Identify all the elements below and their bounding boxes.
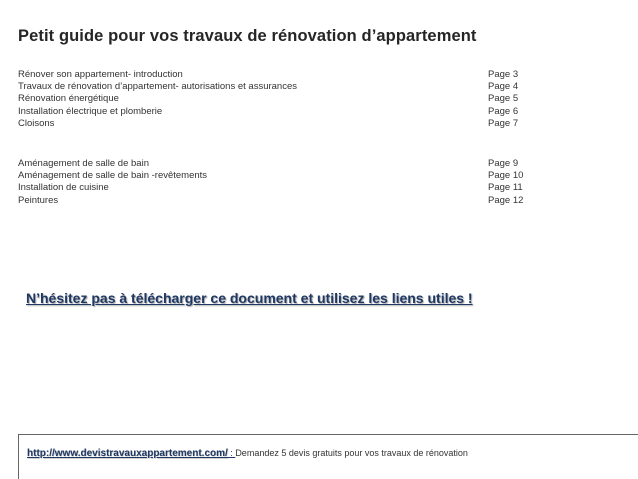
toc-row[interactable] (18, 170, 528, 182)
table-of-contents-section-1 (18, 69, 528, 130)
footer (27, 448, 468, 459)
toc-entry-label: Installation électrique et plomberie (18, 105, 163, 117)
toc-entry-label: Aménagement de salle de bain (18, 158, 149, 169)
toc-entry-label: Rénovation énergétique (18, 93, 119, 105)
toc-entry-label: Travaux de rénovation d’appartement- autorisations et assurances (18, 81, 297, 93)
toc-entry-label: Installation de cuisine (18, 182, 109, 194)
toc-page-number: Page 5 (488, 93, 519, 105)
toc-row[interactable] (18, 69, 528, 81)
toc-row[interactable] (18, 93, 528, 105)
toc-row[interactable] (18, 182, 528, 194)
toc-row[interactable] (18, 81, 528, 93)
footer-divider-vertical (18, 434, 19, 479)
toc-row[interactable] (18, 195, 528, 207)
toc-row[interactable] (18, 118, 528, 130)
toc-entry-label: Aménagement de salle de bain -revêtements (18, 170, 208, 182)
document-title: Petit guide pour vos travaux de rénovation d’appartement (18, 27, 477, 45)
footer-text: Demandez 5 devis gratuits pour vos travaux de rénovation (235, 448, 468, 458)
website-link[interactable]: http://www.devistravauxappartement.com/ (27, 448, 228, 459)
toc-entry-label: Peintures (18, 194, 59, 206)
toc-page-number: Page 4 (488, 81, 519, 93)
toc-entry-label: Cloisons (18, 117, 55, 129)
toc-entry-label: Rénover son appartement- introduction (18, 69, 183, 80)
toc-page-number: Page 6 (488, 105, 519, 117)
table-of-contents-section-2 (18, 158, 528, 207)
toc-page-number: Page 3 (488, 69, 519, 80)
toc-row[interactable] (18, 158, 528, 170)
toc-page-number: Page 7 (488, 117, 519, 129)
toc-page-number: Page 12 (488, 194, 524, 206)
toc-row[interactable] (18, 106, 528, 118)
toc-page-number: Page 9 (488, 158, 519, 169)
toc-page-number: Page 11 (488, 182, 523, 194)
footer-separator: : (227, 448, 236, 458)
toc-page-number: Page 10 (488, 170, 524, 182)
footer-divider (18, 434, 638, 435)
download-call-to-action-link[interactable]: N’hésitez pas à télécharger ce document et utilisez les liens utiles ! (26, 290, 473, 306)
